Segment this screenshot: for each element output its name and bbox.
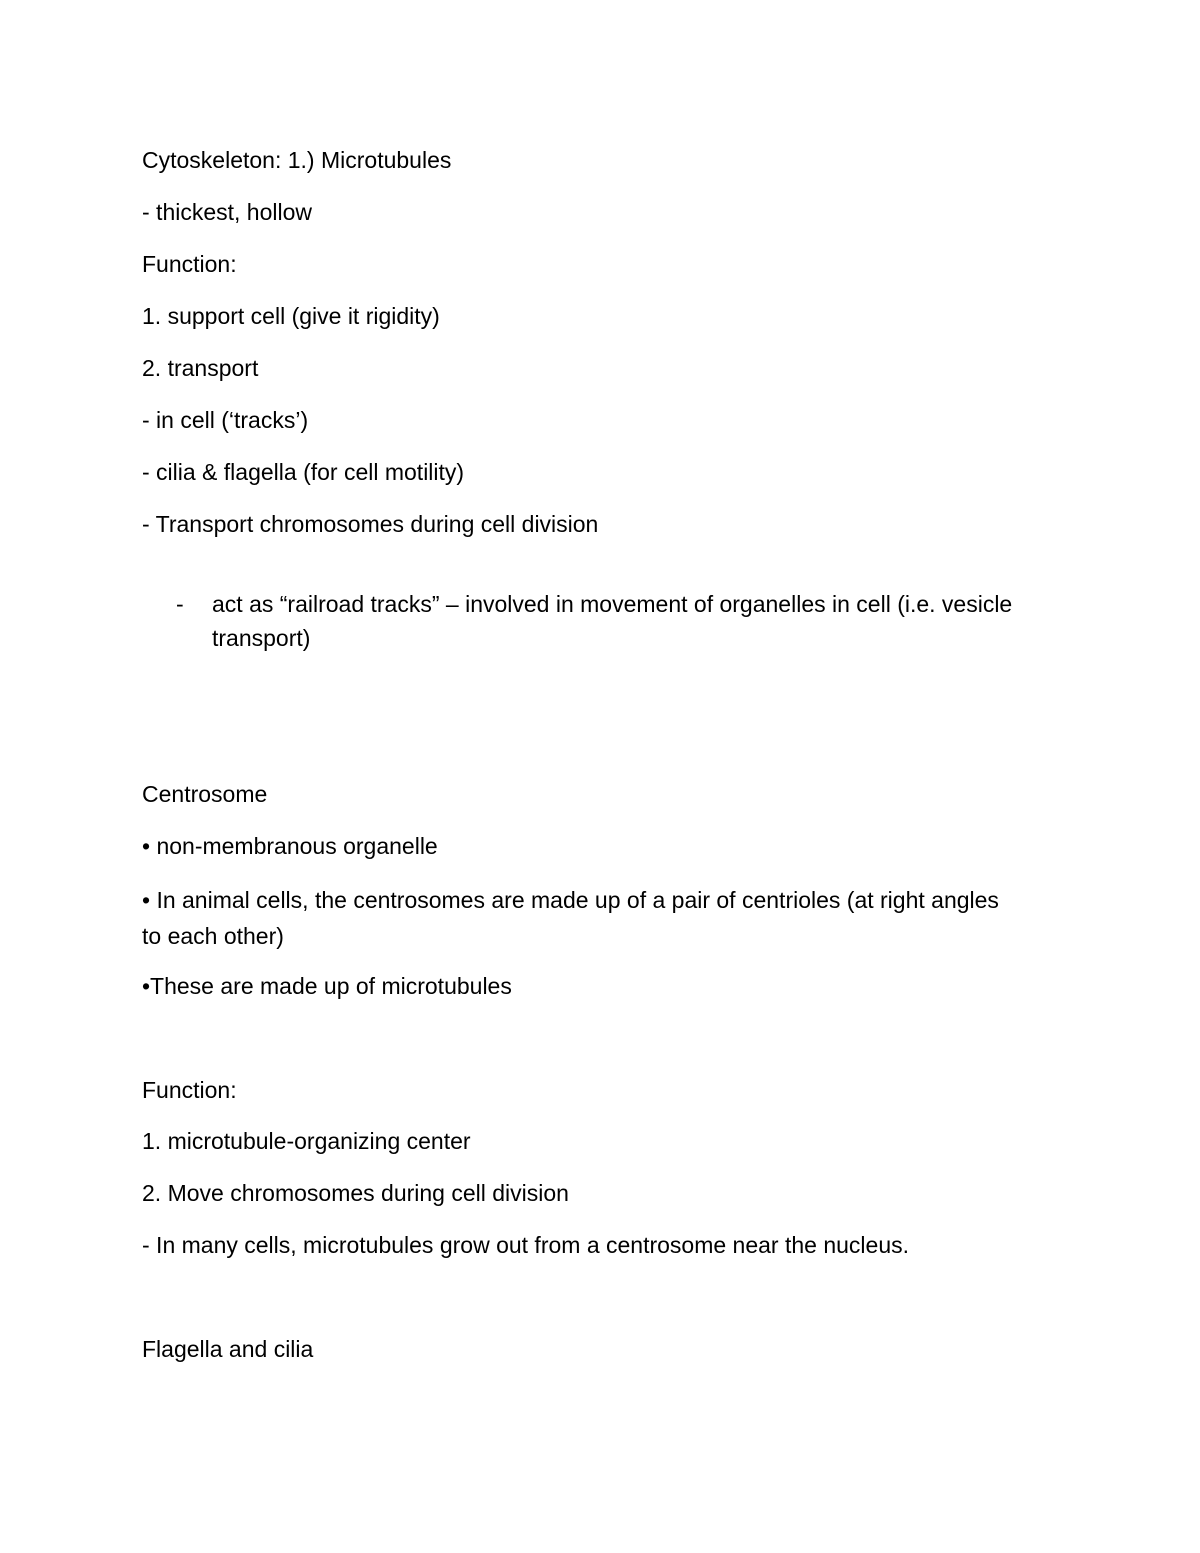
microtubules-description: - thickest, hollow: [142, 199, 313, 225]
function-label: Function:: [142, 1077, 237, 1103]
dash-bullet-text: act as “railroad tracks” – involved in movement of organelles in cell (i.e. vesicle transport): [212, 591, 1013, 651]
section-heading-centrosome: Centrosome: [142, 781, 268, 807]
section-heading-microtubules: Cytoskeleton: 1.) Microtubules: [142, 147, 452, 173]
bullet-item: •These are made up of microtubules: [142, 973, 512, 999]
list-item: 2. transport: [142, 355, 259, 381]
list-item: - Transport chromosomes during cell division: [142, 511, 599, 537]
section-heading-flagella: Flagella and cilia: [142, 1336, 314, 1362]
bullet-item: • non-membranous organelle: [142, 833, 438, 859]
list-item: 1. microtubule-organizing center: [142, 1128, 471, 1154]
dash-bullet-marker: -: [176, 591, 184, 617]
list-item: - in cell (‘tracks’): [142, 407, 309, 433]
function-label: Function:: [142, 251, 237, 277]
bullet-item: • In animal cells, the centrosomes are made up of a pair of centrioles (at right angles to each other): [142, 887, 999, 949]
list-item: - In many cells, microtubules grow out from a centrosome near the nucleus.: [142, 1232, 910, 1258]
list-item: 1. support cell (give it rigidity): [142, 303, 440, 329]
list-item: 2. Move chromosomes during cell division: [142, 1180, 569, 1206]
list-item: - cilia & flagella (for cell motility): [142, 459, 465, 485]
